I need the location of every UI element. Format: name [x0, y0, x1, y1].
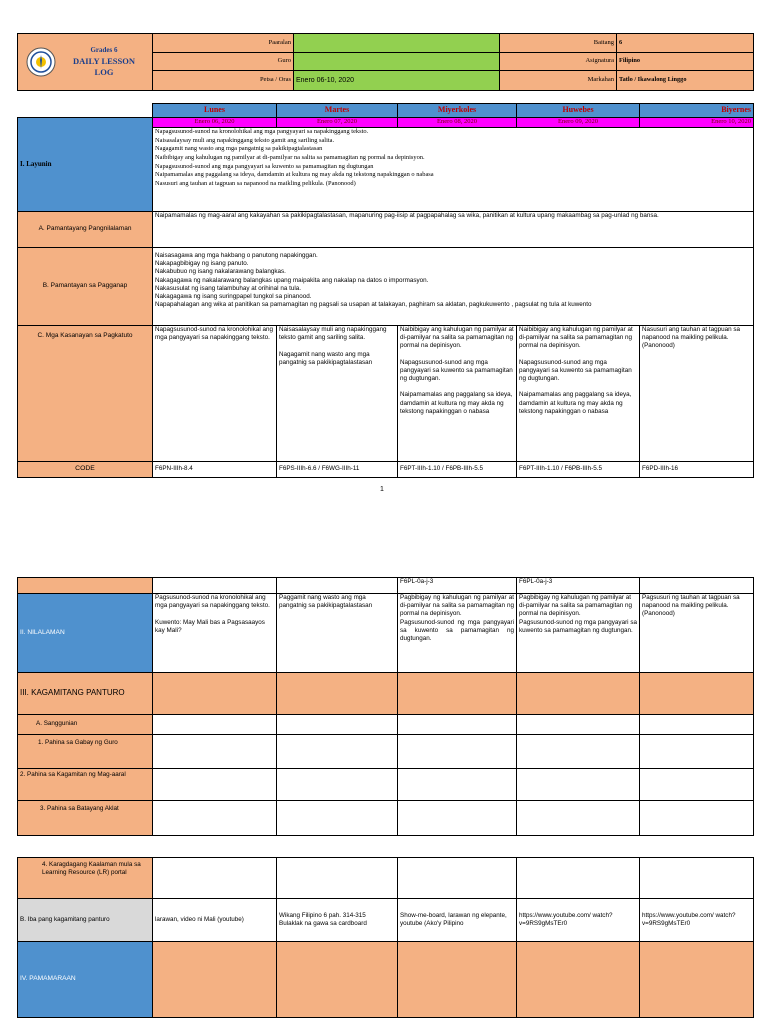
karagdagang-text: 4. Karagdagang Kaalaman mula sa Learning Resource (LR) portal [42, 861, 141, 877]
layunin-item: Napagsusunod-sunod na kronolohikal ang mga pangyayari sa napakinggang teksto. [155, 128, 369, 135]
guro-label: Guro [153, 53, 294, 71]
lesson-table-page1 [17, 103, 754, 478]
sanggunian-cell [153, 715, 277, 735]
date-lunes: Enero 06, 2020 [153, 118, 277, 128]
iba-pang-cell-lunes: larawan, video ni Mali (youtube) [153, 899, 277, 942]
code-cell-huwebes: F6PT-IIIh-1.10 / F6PB-IIIh-5.5 [517, 462, 640, 478]
pahina-batayang-cell [153, 801, 277, 836]
pamamaraan-label: IV. PAMAMARAAN [18, 942, 153, 1018]
layunin-label [18, 118, 153, 212]
kagamitang-cell [640, 673, 754, 715]
karagdagang-cell [398, 858, 517, 899]
pahina-batayang-cell [640, 801, 754, 836]
top-cell-martes [277, 578, 398, 594]
sanggunian-cell [277, 715, 398, 735]
kasanayan-label [18, 326, 153, 462]
nilalaman-label: II. NILALAMAN [18, 594, 153, 673]
layunin-list [153, 128, 754, 212]
date-biyernes: Enero 10, 2020 [640, 118, 754, 128]
pahina-batayang-cell [517, 801, 640, 836]
code-cell-miyerkoles: F6PT-IIIh-1.10 / F6PB-IIIh-5.5 [398, 462, 517, 478]
top-cell-miyerkoles: F6PL-0a-j-3 [398, 578, 517, 594]
lesson-table-page2 [17, 577, 754, 1018]
pagganap-item: Naisasagawa ang mga hakbang o panutong napakinggan. [155, 252, 318, 259]
pamamaraan-cell [398, 942, 517, 1018]
pahina-gabay-cell [640, 735, 754, 769]
pamantayan-sa-pagganap-text: B. Pamantayan sa Pagganap [42, 282, 128, 290]
iba-pang-label: B. Iba pang kagamitang panturo [18, 899, 153, 942]
spacer-cell [18, 836, 153, 858]
pagganap-item: Nakagagawa ng isang suringpapel tungkol sa pinanood. [155, 292, 312, 300]
pamantayang-pangnilalaman-label [18, 212, 153, 248]
nilalaman-cell-lunes: Pagsusunod-sunod na kronolohikal ang mga pangyayari sa napakinggang teksto. Kuwento: May Mali bas a Pagsasaayos kay Mali? [153, 594, 277, 673]
spacer-cell [398, 836, 517, 858]
paaralan-value[interactable] [294, 34, 500, 53]
pahina-kagamitan-cell [398, 769, 517, 801]
layunin-item: Nasusuri ang tauhan at tagpuan sa napanood na maikling pelikula. (Panonood) [155, 179, 356, 187]
pamamaraan-cell [517, 942, 640, 1018]
karagdagang-cell [153, 858, 277, 899]
kagamitang-panturo-label: III. KAGAMITANG PANTURO [18, 673, 153, 715]
spacer-cell [277, 836, 398, 858]
date-martes: Enero 07, 2020 [277, 118, 398, 128]
top-label-cell [18, 578, 153, 594]
pahina-gabay-label: 1. Pahina sa Gabay ng Guro [18, 735, 153, 769]
nilalaman-cell-biyernes: Pagsusuri ng tauhan at tagpuan sa napanood na maikling pelikula. (Panonood) [640, 594, 754, 673]
nilalaman-cell-martes: Paggamit nang wasto ang mga pangatnig sa pakikipagtalastasan [277, 594, 398, 673]
grades-label: Grades 6 [90, 46, 118, 55]
code-cell-lunes: F6PN-IIIh-8.4 [153, 462, 277, 478]
pagganap-item: Nakapagbibigay ng isang panuto. [155, 260, 249, 268]
markahan-value[interactable]: Tatlo / Ikawalong Linggo [617, 71, 754, 91]
baitang-value[interactable]: 6 [617, 34, 754, 53]
pamantayang-pangnilalaman-content: Naipamamalas ng mag-aaral ang kakayahan sa pakikipagtalastasan, mapanuring pag-iisip at pagpapahalag sa wika, panitikan at kultura upang makaambag sa pag-unlad ng bansa. [153, 212, 754, 248]
pamamaraan-cell [277, 942, 398, 1018]
day-header-huwebes: Huwebes [517, 104, 640, 118]
pamantayan-sa-pagganap-content [153, 248, 754, 326]
iba-pang-link-biyernes[interactable]: https://www.youtube.com/ watch?v=9RS9gMsTEr0 [640, 899, 754, 942]
code-cell-martes: F6PS-IIIh-6.6 / F6WG-IIIh-11 [277, 462, 398, 478]
date-miyerkoles: Enero 08, 2020 [398, 118, 517, 128]
asignatura-value[interactable]: Filipino [617, 53, 754, 71]
page-number: 1 [380, 486, 384, 493]
pahina-batayang-cell [398, 801, 517, 836]
pagganap-item: Napapahalagan ang wika at panitikan sa pamamagitan ng pagsali sa usapan at talakayan, paghiram sa aklatan, pagkukuwento , pagsulat ng tula at kuwento [155, 301, 592, 309]
pahina-kagamitan-cell [517, 769, 640, 801]
layunin-item: Naibibigay ang kahulugan ng pamilyar at di-pamilyar na salita sa pamamagitan ng pormal na depinisyon. [155, 153, 425, 161]
pahina-gabay-cell [277, 735, 398, 769]
karagdagang-cell [277, 858, 398, 899]
pahina-gabay-cell [153, 735, 277, 769]
karagdagang-cell [517, 858, 640, 899]
kagamitang-cell [277, 673, 398, 715]
kagamitang-cell [153, 673, 277, 715]
pagganap-item: Nakagagawa ng nakalarawang balangkas upang maipakita ang nakalap na datos o impormasyon. [155, 276, 429, 284]
header-table [17, 33, 754, 91]
pagganap-item: Nakabubuo ng isang nakalarawang balangkas. [155, 268, 286, 276]
pahina-kagamitan-cell [277, 769, 398, 801]
pahina-batayang-cell [277, 801, 398, 836]
kagamitang-cell [517, 673, 640, 715]
day-header-martes: Martes [277, 104, 398, 118]
nilalaman-cell-miyerkoles: Pagbibigay ng kahulugan ng pamilyar at di-pamilyar na salita sa pamamagitan ng pormal na depinisyon. Pagsusunod-sunod ng mga pangyayari sa kuwento sa pamamagitan ng dugtungan. [398, 594, 517, 673]
layunin-item: Nagagamit nang wasto ang mga pangatnig sa pakikipagtalastasan [155, 145, 323, 153]
petsa-value[interactable]: Enero 06-10, 2020 [294, 71, 500, 91]
pahina-kagamitan-cell [640, 769, 754, 801]
karagdagang-cell [640, 858, 754, 899]
spacer-cell [517, 836, 640, 858]
pahina-gabay-cell [517, 735, 640, 769]
sanggunian-cell [398, 715, 517, 735]
pamamaraan-cell [640, 942, 754, 1018]
markahan-label: Markahan [500, 71, 617, 91]
spacer-cell [640, 836, 754, 858]
dll-title-line1: DAILY LESSON [73, 55, 135, 66]
school-logo-cell [18, 34, 153, 91]
pamantayan-sa-pagganap-label [18, 248, 153, 326]
code-cell-biyernes: F6PD-IIIh-16 [640, 462, 754, 478]
date-huwebes: Enero 09, 2020 [517, 118, 640, 128]
guro-value[interactable] [294, 53, 500, 71]
layunin-item: Naipamamalas ang paggalang sa ideya, damdamin at kultura ng may akda ng tekstong napakinggan o nabasa [155, 171, 434, 179]
baitang-label: Baitang [500, 34, 617, 53]
top-cell-lunes [153, 578, 277, 594]
pahina-gabay-cell [398, 735, 517, 769]
day-header-miyerkoles: Miyerkoles [398, 104, 517, 118]
iba-pang-cell-miyerkoles: Show-me-board, larawan ng elepante, youtube (Ako'y Pilipino [398, 899, 517, 942]
nilalaman-cell-huwebes: Pagbibigay ng kahulugan ng pamilyar at di-pamilyar na salita sa pamamagitan ng pormal na depinisyon. Pagsusunod-sunod ng mga pangyayari sa kuwento sa pamamagitan ng dugtungan. [517, 594, 640, 673]
pagganap-item: Nakasusulat ng isang talambuhay at orihinal na tula. [155, 284, 301, 292]
kagamitang-cell [398, 673, 517, 715]
kasanayan-cell-martes: Naisasalaysay muli ang napakinggang teksto gamit ang sariling salita. Nagagamit nang wasto ang mga pangatnig sa pakikipagtalastasan [277, 326, 398, 462]
dll-title-line2: LOG [94, 66, 114, 77]
pahina-kagamitan-label: 2. Pahina sa Kagamitan ng Mag-aaral [18, 769, 153, 801]
asignatura-label: Asignatura [500, 53, 617, 71]
top-cell-huwebes: F6PL-0a-j-3 [517, 578, 640, 594]
spacer-cell [153, 836, 277, 858]
layunin-item: Napagsusunod-sunod ang mga pangyayari sa kuwento sa pamamagitan ng dugtungan [155, 162, 374, 170]
kasanayan-cell-biyernes: Nasusuri ang tauhan at tagpuan sa napanood na maikling pelikula. (Panonood) [640, 326, 754, 462]
day-header-biyernes: Biyernes [640, 104, 754, 118]
pamantayang-pangnilalaman-text: A. Pamantayang Pangnilalaman [38, 225, 132, 233]
pahina-batayang-label: 3. Pahina sa Batayang Aklat [18, 801, 153, 836]
sanggunian-label: A. Sanggunian [18, 715, 153, 735]
sanggunian-cell [640, 715, 754, 735]
kasanayan-text: C. Mga Kasanayan sa Pagkatuto [37, 332, 133, 339]
layunin-label-text: I. Layunin [20, 159, 52, 168]
pahina-kagamitan-cell [153, 769, 277, 801]
iba-pang-link-huwebes[interactable]: https://www.youtube.com/ watch?v=9RS9gMsTEr0 [517, 899, 640, 942]
code-label: CODE [18, 462, 153, 478]
kasanayan-cell-huwebes: Naibibigay ang kahulugan ng pamilyar at di-pamilyar na salita sa pamamagitan ng pormal na depinisyon. Napagsusunod-sunod ang mga pangyayari sa kuwento sa pamamagitan ng dugtungan. Naipamamalas ang paggalang sa ideya, damdamin at kultura ng may akda ng tekstong napakinggan o nabasa [517, 326, 640, 462]
day-header-lunes: Lunes [153, 104, 277, 118]
karagdagang-label [18, 858, 153, 899]
sanggunian-cell [517, 715, 640, 735]
petsa-label: Petsa / Oras [153, 71, 294, 91]
top-cell-biyernes [640, 578, 754, 594]
kasanayan-cell-miyerkoles: Naibibigay ang kahulugan ng pamilyar at di-pamilyar na salita sa pamamagitan ng pormal na depinisyon. Napagsusunod-sunod ang mga pangyayari sa kuwento sa pamamagitan ng dugtungan. Naipamamalas ang paggalang sa ideya, damdamin at kultura ng may akda ng tekstong napakinggan o nabasa [398, 326, 517, 462]
kasanayan-cell-lunes: Napagsusunod-sunod na kronolohikal ang mga pangyayari sa napakinggang teksto. [153, 326, 277, 462]
deped-seal-icon [26, 47, 56, 77]
layunin-item: Naisasalaysay muli ang napakinggang teksto gamit ang sariling salita. [155, 136, 335, 144]
iba-pang-cell-martes: Wikang Filipino 6 pah. 314-315 Bulaklak na gawa sa cardboard [277, 899, 398, 942]
pamamaraan-cell [153, 942, 277, 1018]
paaralan-label: Paaralan [153, 34, 294, 53]
